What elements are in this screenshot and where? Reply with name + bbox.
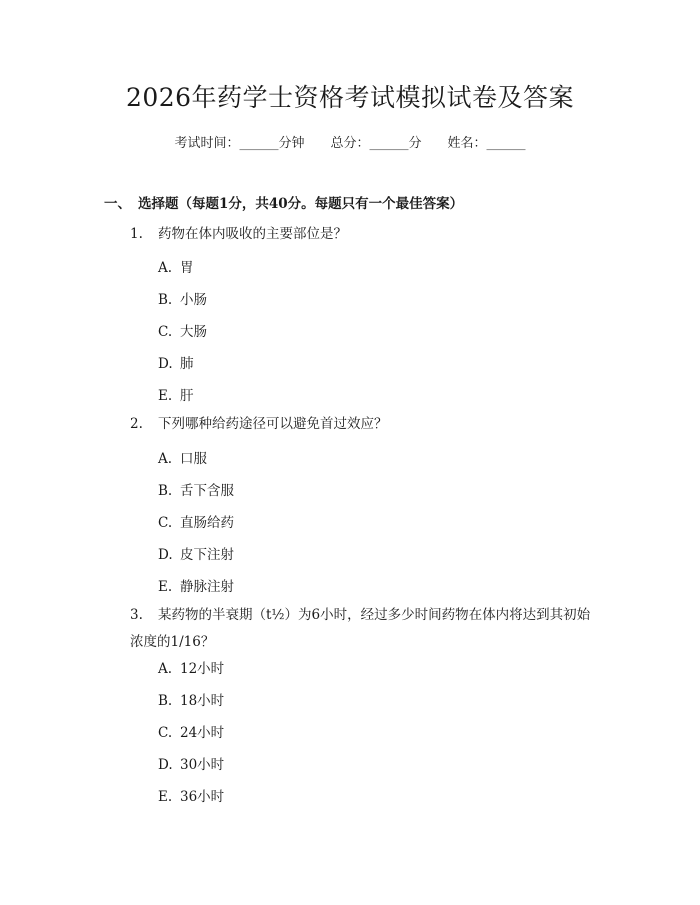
option-text: 36小时	[180, 789, 225, 805]
option	[158, 256, 194, 276]
option-text: 24小时	[180, 725, 225, 741]
question-text: 药物在体内吸收的主要部位是？	[158, 226, 347, 242]
option	[158, 320, 207, 340]
option	[158, 352, 194, 372]
option-text: 舌下含服	[180, 483, 234, 499]
option-letter: C.	[158, 324, 173, 340]
option	[158, 543, 234, 563]
option-text: 30小时	[180, 757, 225, 773]
option-text: 口服	[180, 451, 207, 467]
option-letter: D.	[158, 356, 173, 372]
option-letter: B.	[158, 483, 173, 499]
option-letter: E.	[158, 579, 173, 595]
question-number: 2.	[130, 416, 143, 432]
option	[158, 511, 234, 531]
option-letter: D.	[158, 547, 173, 563]
question	[130, 411, 600, 438]
option-text: 静脉注射	[180, 579, 234, 595]
option-letter: E.	[158, 789, 173, 805]
question-text: 下列哪种给药途径可以避免首过效应？	[158, 416, 388, 432]
option	[158, 479, 234, 499]
option	[158, 785, 224, 805]
option-letter: B.	[158, 693, 173, 709]
exam-meta	[0, 132, 700, 151]
section-number: 一、	[104, 196, 131, 212]
section-heading	[104, 192, 463, 212]
page-title: 2026年药学士资格考试模拟试卷及答案	[125, 83, 575, 112]
option-letter: C.	[158, 515, 173, 531]
option-text: 直肠给药	[180, 515, 234, 531]
name-label: 姓名：______	[447, 136, 526, 151]
question-number: 1.	[130, 226, 143, 242]
option-text: 大肠	[180, 324, 207, 340]
question	[130, 602, 600, 656]
question-text: 某药物的半衰期（t½）为6小时，经过多少时间药物在体内将达到其初始浓度的1/16？	[130, 607, 591, 650]
option-letter: D.	[158, 757, 173, 773]
option-letter: A.	[158, 260, 173, 276]
option-letter: A.	[158, 661, 173, 677]
option-text: 18小时	[180, 693, 225, 709]
option	[158, 575, 234, 595]
option	[158, 753, 224, 773]
question-number: 3.	[130, 607, 143, 623]
section-title: 选择题（每题1分，共40分。每题只有一个最佳答案）	[138, 196, 464, 212]
question	[130, 221, 600, 248]
option-text: 12小时	[180, 661, 225, 677]
option	[158, 447, 207, 467]
option-letter: A.	[158, 451, 173, 467]
option-text: 小肠	[180, 292, 207, 308]
option	[158, 689, 224, 709]
total-score-label: 总分：______分	[330, 136, 422, 151]
option-letter: C.	[158, 725, 173, 741]
option	[158, 721, 224, 741]
option-text: 肺	[180, 356, 194, 372]
option-letter: B.	[158, 292, 173, 308]
option-text: 肝	[180, 388, 194, 404]
option-text: 皮下注射	[180, 547, 234, 563]
option	[158, 288, 207, 308]
option	[158, 384, 194, 404]
option-letter: E.	[158, 388, 173, 404]
option-text: 胃	[180, 260, 194, 276]
exam-time-label: 考试时间：______分钟	[174, 136, 305, 151]
option	[158, 657, 224, 677]
